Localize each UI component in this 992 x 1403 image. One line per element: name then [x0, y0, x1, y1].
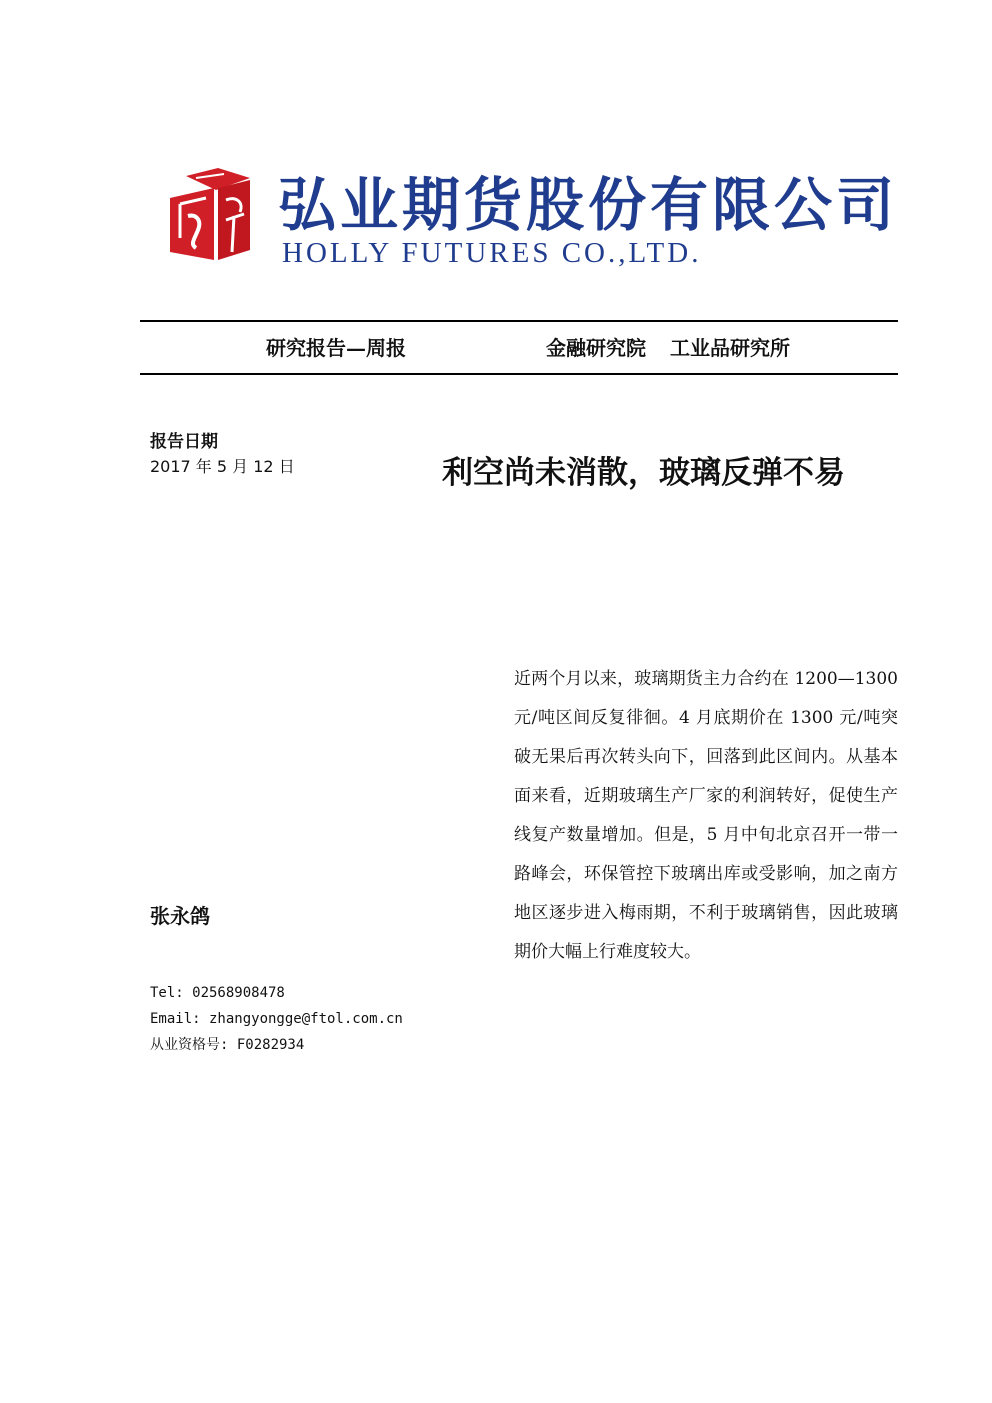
author-name: 张永鸽: [150, 904, 210, 928]
header-rule-top: [140, 320, 898, 322]
company-name-english: HOLLY FUTURES CO.,LTD.: [282, 237, 702, 269]
report-summary: 近两个月以来，玻璃期货主力合约在 1200—1300 元/吨区间反复徘徊。4 月底期价在 1300 元/吨突破无果后再次转头向下，回落到此区间内。从基本面来看，近期玻璃生产厂家的利润转好，促使生产线复产数量增加。但是，5 月中旬北京召开一带一路峰会，环保管控下玻璃出库或受影响，加之南方地区逐步进入梅雨期，不利于玻璃销售，因此玻璃期价大幅上行难度较大。: [514, 669, 898, 962]
institute-line: [546, 334, 790, 362]
department-name: 工业品研究所: [670, 336, 790, 360]
institute-name: 金融研究院: [546, 336, 646, 360]
author-license: 从业资格号: F0282934: [150, 1037, 305, 1053]
author-contact: [150, 980, 403, 1058]
holly-cube-logo-icon: [166, 168, 252, 264]
company-name-chinese: 弘业期货股份有限公司: [278, 171, 899, 239]
report-date-value: 2017 年 5 月 12 日: [150, 457, 295, 476]
report-date-label: 报告日期: [150, 432, 218, 452]
header-rule-bottom: [140, 373, 898, 375]
report-type: 研究报告—周报: [266, 336, 406, 360]
author-tel: Tel: 02568908478: [150, 985, 285, 1001]
report-title: 利空尚未消散，玻璃反弹不易: [442, 455, 845, 491]
author-email: Email: zhangyongge@ftol.com.cn: [150, 1011, 403, 1027]
company-logo: [166, 168, 252, 264]
